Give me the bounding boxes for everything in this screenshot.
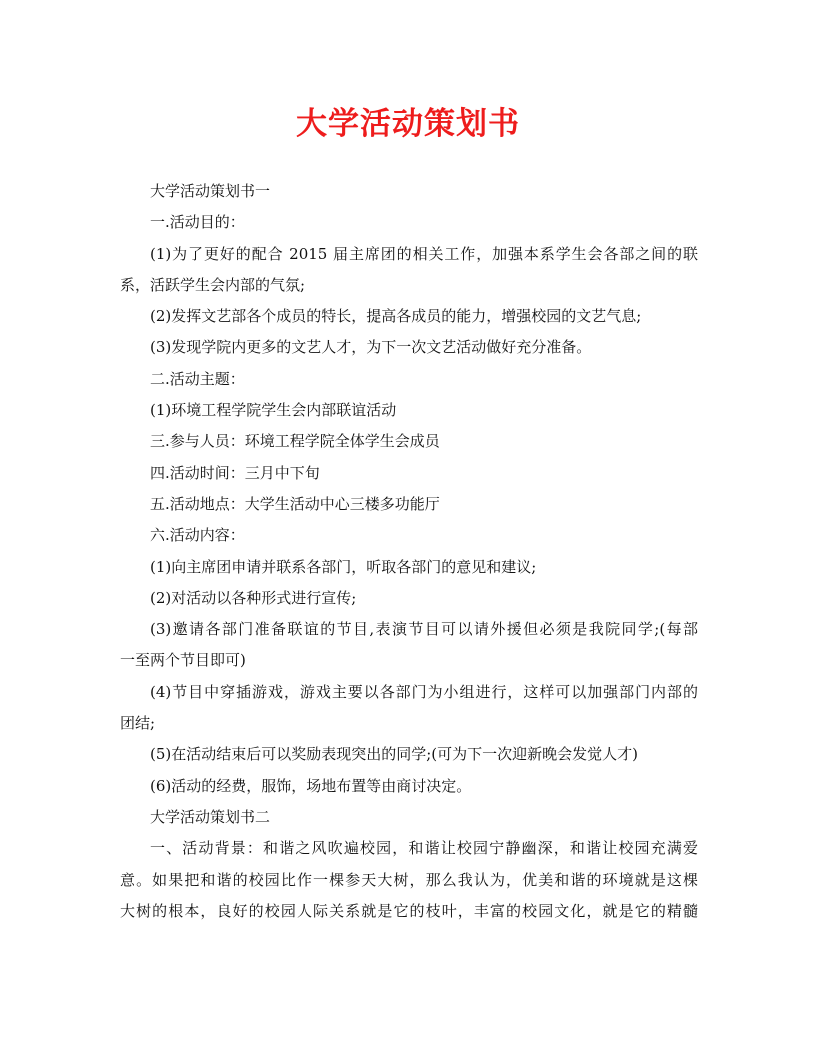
text-line: 一.活动目的： [150,213,245,232]
text-line: 二.活动主题： [150,369,245,388]
text-line: 意。如果把和谐的校园比作一棵参天大树，那么我认为，优美和谐的环境就是这棵 [120,870,698,889]
text-line: (2)对活动以各种形式进行宣传; [150,588,357,607]
text-line: (1)向主席团申请并联系各部门，听取各部门的意见和建议; [150,557,537,576]
text-line: 大学活动策划书二 [150,807,271,826]
text-line: 五.活动地点：大学生活动中心三楼多功能厅 [150,494,440,513]
text-line: 大树的根本，良好的校园人际关系就是它的枝叶，丰富的校园文化，就是它的精髓 [120,901,698,920]
text-line: 一、活动背景：和谐之风吹遍校园，和谐让校园宁静幽深，和谐让校园充满爱 [150,839,698,858]
text-line: 六.活动内容： [150,526,245,545]
text-line: (3)发现学院内更多的文艺人才，为下一次文艺活动做好充分准备。 [150,338,592,357]
text-line: (3)邀请各部门准备联谊的节目,表演节目可以请外援但必须是我院同学;(每部 [150,620,698,639]
text-line: 大学活动策划书一 [150,182,271,200]
document-title: 大学活动策划书 [296,106,520,142]
document-body [120,176,698,927]
text-line: (4)节目中穿插游戏，游戏主要以各部门为小组进行，这样可以加强部门内部的 [150,682,698,701]
text-line: 系，活跃学生会内部的气氛; [120,275,306,294]
text-line: 一至两个节目即可) [120,651,246,670]
text-line: 四.活动时间：三月中下旬 [150,463,320,482]
text-line: (2)发挥文艺部各个成员的特长，提高各成员的能力，增强校园的文艺气息; [150,307,642,326]
text-line: (1)为了更好的配合 2015 届主席团的相关工作，加强本系学生会各部之间的联 [150,244,698,263]
text-line: (1)环境工程学院学生会内部联谊活动 [150,401,397,420]
text-line: (6)活动的经费，服饰，场地布置等由商讨决定。 [150,776,472,795]
text-line: (5)在活动结束后可以奖励表现突出的同学;(可为下一次迎新晚会发觉人才) [150,745,639,764]
text-line: 团结; [120,714,156,733]
text-line: 三.参与人员：环境工程学院全体学生会成员 [150,432,440,451]
